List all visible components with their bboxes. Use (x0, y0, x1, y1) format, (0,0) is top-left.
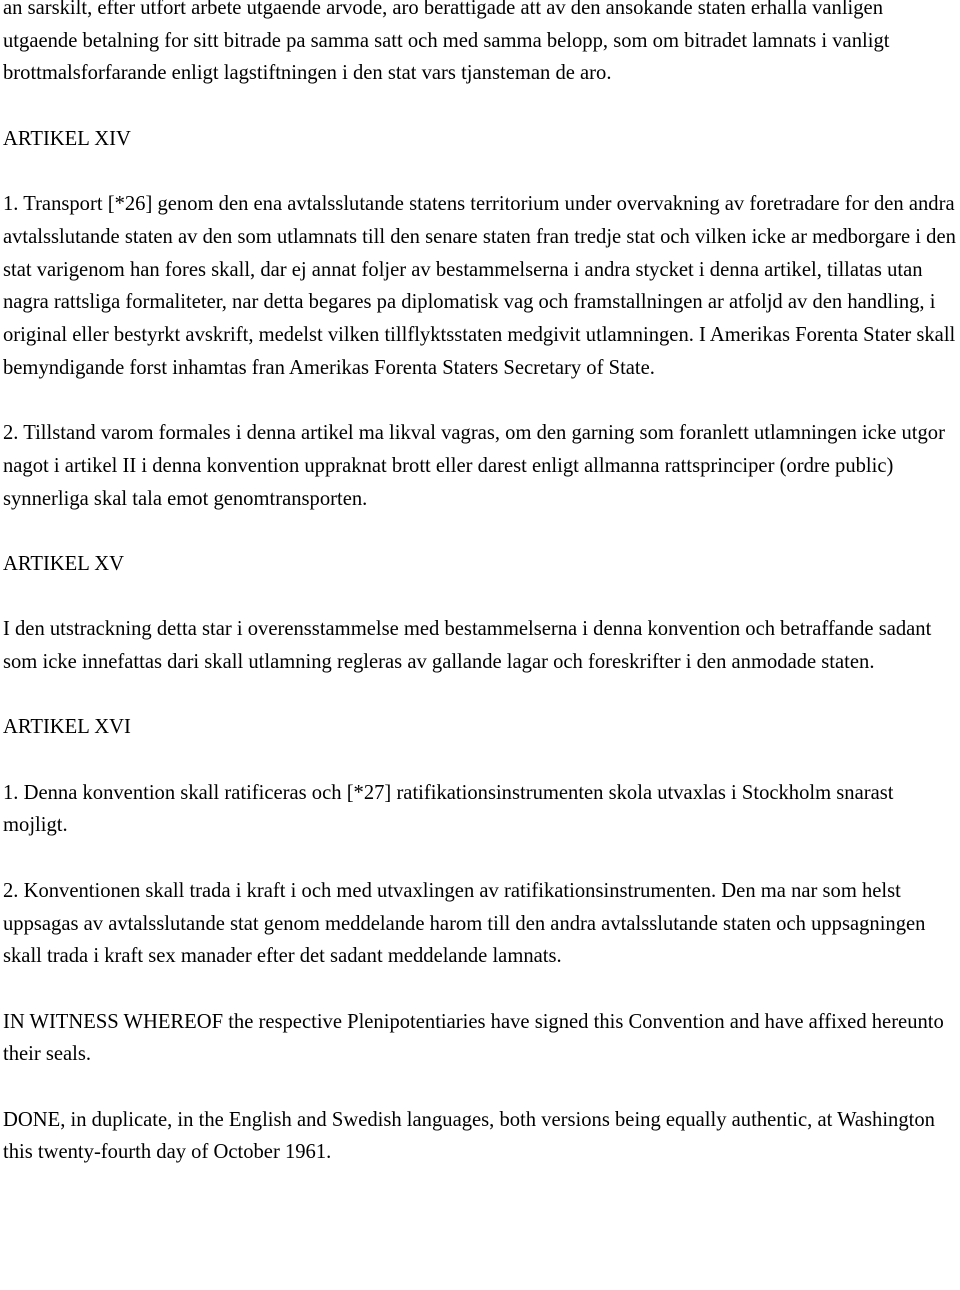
paragraph-artikel-xv: I den utstrackning detta star i overensstammelse med bestammelserna i denna konvention och betraffande sadant som icke innefattas dari skall utlamning regleras av gallande lagar och foreskrifter i den anmodade staten. (3, 618, 932, 673)
heading-artikel-xiv: ARTIKEL XIV (3, 127, 131, 150)
heading-artikel-xvi: ARTIKEL XVI (3, 716, 131, 739)
paragraph-artikel-xiv-2: 2. Tillstand varom formales i denna artikel ma likval vagras, om den garning som foranlett utlamningen icke utgor nagot i artikel II i denna konvention uppraknat brott eller darest enligt allmanna rattsprinciper (ordre public) synnerliga skal tala emot genomtransporten. (3, 422, 945, 510)
heading-artikel-xv: ARTIKEL XV (3, 552, 124, 575)
paragraph-in-witness: IN WITNESS WHEREOF the respective Plenipotentiaries have signed this Convention and have affixed hereunto their seals. (3, 1010, 944, 1066)
paragraph-artikel-xvi-1: 1. Denna konvention skall ratificeras och [*27] ratifikationsinstrumenten skola utvaxlas i Stockholm snarast mojligt. (3, 781, 894, 837)
paragraph-done: DONE, in duplicate, in the English and Swedish languages, both versions being equally authentic, at Washington this twenty-fourth day of October 1961. (3, 1108, 935, 1164)
paragraph-artikel-xvi-2: 2. Konventionen skall trada i kraft i och med utvaxlingen av ratifikationsinstrumenten. Den ma nar som helst uppsagas av avtalsslutande stat genom meddelande harom till den andra avtalsslutande staten och uppsagningen skall trada i kraft sex manader efter det sadant meddelande lamnats. (3, 879, 926, 968)
document-body (3, 0, 958, 1169)
paragraph-fee-provision: an sarskilt, efter utfort arbete utgaende arvode, aro berattigade att av den ansokande staten erhalla vanligen utgaende betalning for sitt bitrade pa samma satt och med samma belopp, som om bitradet lamnats i vanligt brottmalsforfarande enligt lagstiftningen i den stat vars tjansteman de aro. (3, 0, 890, 85)
paragraph-artikel-xiv-1: 1. Transport [*26] genom den ena avtalsslutande statens territorium under overvakning av foretradare for den andra avtalsslutande staten av den som utlamnats till den senare staten fran tredje stat och vilken icke ar medborgare i den stat varigenom han fores skall, dar ej annat foljer av bestammelserna i andra stycket i denna artikel, tillatas utan nagra rattsliga formaliteter, nar detta begares pa diplomatisk vag och framstallningen ar atfoljd av den handling, i original eller bestyrkt avskrift, medelst vilken tillflyktsstaten medgivit utlamningen. I Amerikas Forenta Stater skall bemyndigande forst inhamtas fran Amerikas Forenta Staters Secretary of State. (3, 193, 956, 379)
